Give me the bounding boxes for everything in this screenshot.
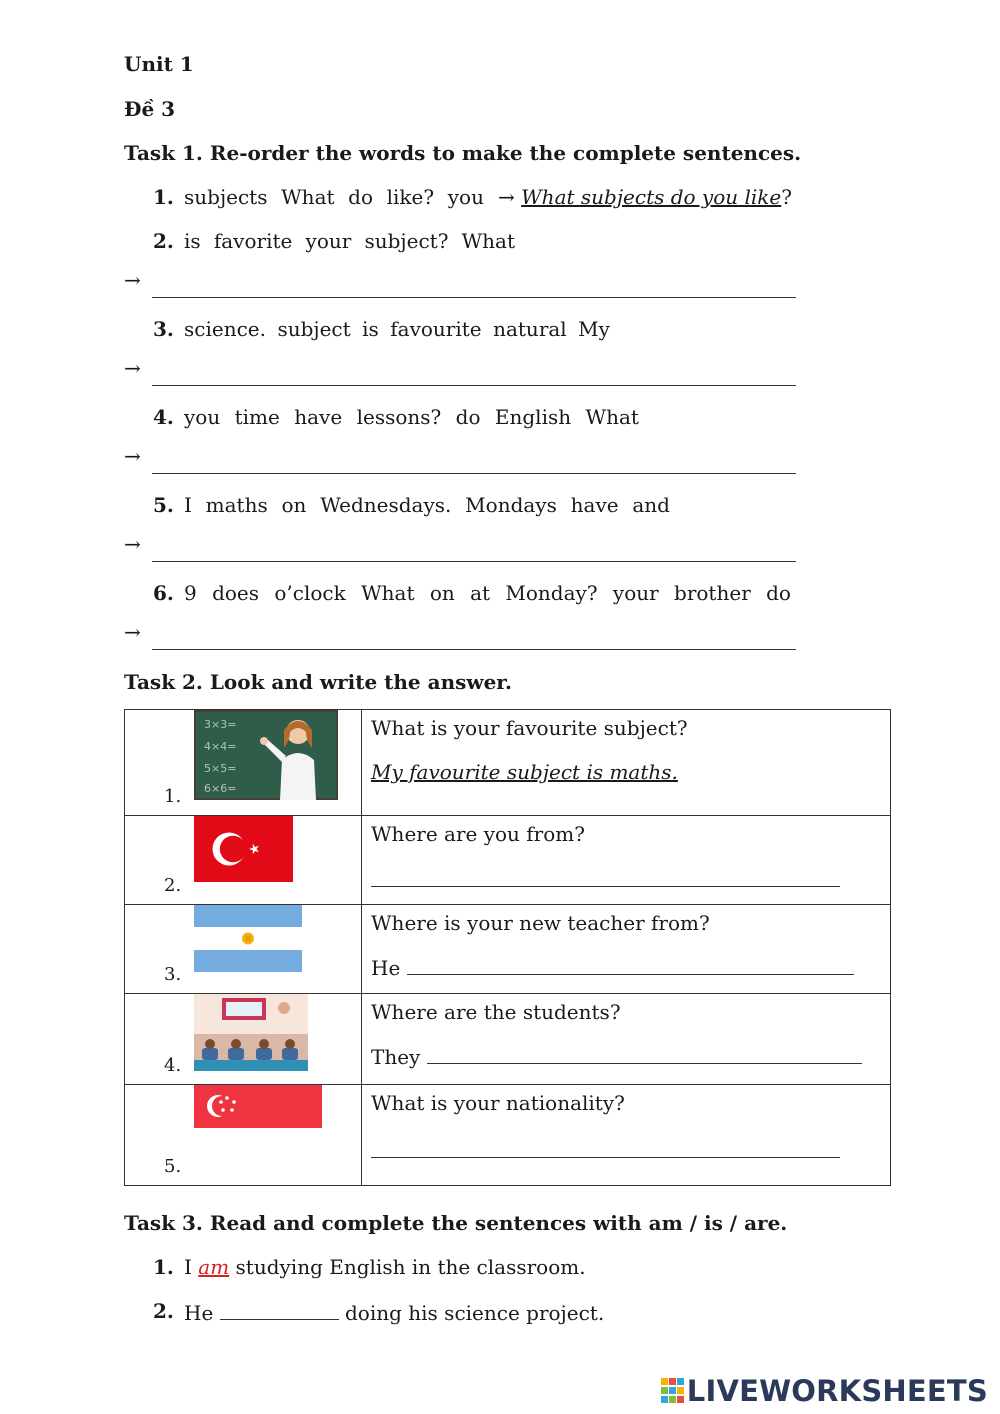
word: does	[212, 581, 260, 605]
row-number: 5.	[164, 1156, 182, 1177]
task1-item-number: 4.	[153, 405, 174, 429]
word: and	[632, 493, 670, 517]
image-cell	[125, 710, 362, 816]
word: is	[184, 229, 201, 253]
image-cell	[125, 816, 362, 905]
task1-item-words	[184, 581, 791, 605]
question-cell	[362, 905, 891, 994]
answer-blank[interactable]	[371, 864, 840, 887]
word: is	[362, 317, 379, 341]
liveworksheets-logo-icon	[661, 1378, 685, 1404]
svg-text:6×6=: 6×6=	[204, 782, 237, 795]
word: do	[348, 185, 373, 209]
liveworksheets-logo-text: LIVEWORKSHEETS	[686, 1374, 988, 1408]
task1-item-number: 5.	[153, 493, 174, 517]
question-text: What is your nationality?	[371, 1091, 625, 1115]
answer-line[interactable]	[124, 532, 796, 562]
answer-line[interactable]	[124, 268, 796, 298]
task1-example-words	[184, 185, 484, 209]
word: Wednesdays.	[320, 493, 452, 517]
word: What	[585, 405, 639, 429]
question-cell	[362, 1085, 891, 1186]
word: on	[429, 581, 455, 605]
turkey-flag-icon	[194, 816, 293, 882]
question-text: Where are you from?	[371, 822, 585, 846]
arrow-icon: →	[124, 356, 141, 380]
word: Mondays	[465, 493, 557, 517]
example-answer-end: ?	[781, 185, 792, 209]
word: on	[281, 493, 307, 517]
girl-at-chalkboard-image	[194, 710, 338, 800]
exam-title: Đề 3	[124, 97, 176, 121]
word: What	[281, 185, 335, 209]
task1-item-words	[184, 229, 515, 253]
task2-table	[124, 709, 891, 1186]
classroom-illustration	[194, 994, 308, 1071]
answer-prefix: They	[371, 1045, 421, 1069]
word: Monday?	[505, 581, 598, 605]
task1-item-words	[184, 317, 610, 341]
image-cell	[125, 1085, 362, 1186]
question-cell	[362, 816, 891, 905]
word: you	[184, 405, 221, 429]
arrow-icon: →	[498, 185, 515, 209]
svg-text:5×5=: 5×5=	[204, 762, 237, 775]
task1-item-number: 6.	[153, 581, 174, 605]
word: What	[361, 581, 415, 605]
example-answer: What subjects do you like	[521, 185, 782, 209]
word: have	[294, 405, 343, 429]
task1-item-words	[184, 493, 670, 517]
row-number: 1.	[164, 786, 182, 807]
argentina-flag-icon	[194, 905, 302, 972]
singapore-flag-icon	[194, 1085, 322, 1128]
word: do	[455, 405, 481, 429]
task3-sentence	[184, 1255, 586, 1279]
answer-blank[interactable]	[152, 297, 796, 298]
answer-blank[interactable]	[152, 649, 796, 650]
task1-item-words	[184, 405, 639, 429]
answer-blank[interactable]	[427, 1043, 862, 1064]
word: 9	[184, 581, 197, 605]
word: do	[766, 581, 791, 605]
svg-text:4×4=: 4×4=	[204, 740, 237, 753]
liveworksheets-logo[interactable]	[661, 1374, 988, 1408]
question-text: What is your favourite subject?	[371, 716, 688, 740]
task1-item-number: 2.	[153, 229, 174, 253]
word: I	[184, 493, 192, 517]
task3-sentence	[184, 1299, 604, 1325]
row-number: 2.	[164, 875, 182, 896]
word: your	[305, 229, 352, 253]
answer-blank[interactable]	[152, 561, 796, 562]
answer-line[interactable]	[371, 954, 854, 980]
table-row	[125, 816, 891, 905]
word: What	[461, 229, 515, 253]
task2-title: Task 2. Look and write the answer.	[124, 670, 512, 694]
word: time	[234, 405, 280, 429]
sentence-end: doing his science project.	[345, 1301, 605, 1325]
answer-line[interactable]	[371, 864, 840, 892]
word: brother	[674, 581, 751, 605]
arrow-icon: →	[124, 620, 141, 644]
answer-blank[interactable]	[220, 1299, 339, 1320]
word: favorite	[213, 229, 293, 253]
table-row	[125, 1085, 891, 1186]
answer-line[interactable]	[371, 1043, 862, 1069]
word: maths	[205, 493, 268, 517]
question-cell	[362, 994, 891, 1085]
word: subject?	[364, 229, 449, 253]
task1-title: Task 1. Re-order the words to make the complete sentences.	[124, 141, 802, 165]
question-text: Where is your new teacher from?	[371, 911, 710, 935]
answer-prefix: He	[371, 956, 401, 980]
task3-item-number: 2.	[153, 1299, 174, 1323]
sentence-end: studying English in the classroom.	[235, 1255, 586, 1279]
row-number: 3.	[164, 964, 182, 985]
image-cell	[125, 994, 362, 1085]
word: have	[570, 493, 619, 517]
table-row	[125, 994, 891, 1085]
image-cell	[125, 905, 362, 994]
task3-title: Task 3. Read and complete the sentences with am / is / are.	[124, 1211, 788, 1235]
question-text: Where are the students?	[371, 1000, 621, 1024]
unit-title: Unit 1	[124, 52, 194, 76]
word: o’clock	[274, 581, 346, 605]
table-row	[125, 710, 891, 816]
example-answer: am	[198, 1255, 230, 1279]
answer-blank[interactable]	[407, 954, 854, 975]
sentence-start: He	[184, 1301, 214, 1325]
example-answer: My favourite subject is maths.	[371, 760, 678, 784]
arrow-icon: →	[124, 268, 141, 292]
answer-blank[interactable]	[152, 385, 796, 386]
arrow-icon: →	[124, 444, 141, 468]
word: natural	[493, 317, 567, 341]
answer-line[interactable]	[124, 620, 796, 650]
word: lessons?	[356, 405, 442, 429]
word: English	[494, 405, 572, 429]
word: subjects	[184, 185, 268, 209]
answer-line[interactable]	[124, 444, 796, 474]
sentence-start: I	[184, 1255, 192, 1279]
task1-item-number: 3.	[153, 317, 174, 341]
word: favourite	[390, 317, 482, 341]
word: My	[578, 317, 610, 341]
answer-line[interactable]	[124, 356, 796, 386]
word: your	[612, 581, 659, 605]
question-cell	[362, 710, 891, 816]
word: subject	[277, 317, 351, 341]
task1-example-answer-line	[498, 185, 792, 209]
svg-text:3×3=: 3×3=	[204, 718, 237, 731]
word: at	[470, 581, 491, 605]
answer-line[interactable]	[371, 1135, 840, 1163]
word: science.	[184, 317, 266, 341]
word: like?	[386, 185, 435, 209]
task3-item-number: 1.	[153, 1255, 174, 1279]
answer-blank[interactable]	[371, 1135, 840, 1158]
task1-item-number: 1.	[153, 185, 174, 209]
word: you	[447, 185, 484, 209]
row-number: 4.	[164, 1055, 182, 1076]
answer-blank[interactable]	[152, 473, 796, 474]
arrow-icon: →	[124, 532, 141, 556]
table-row	[125, 905, 891, 994]
